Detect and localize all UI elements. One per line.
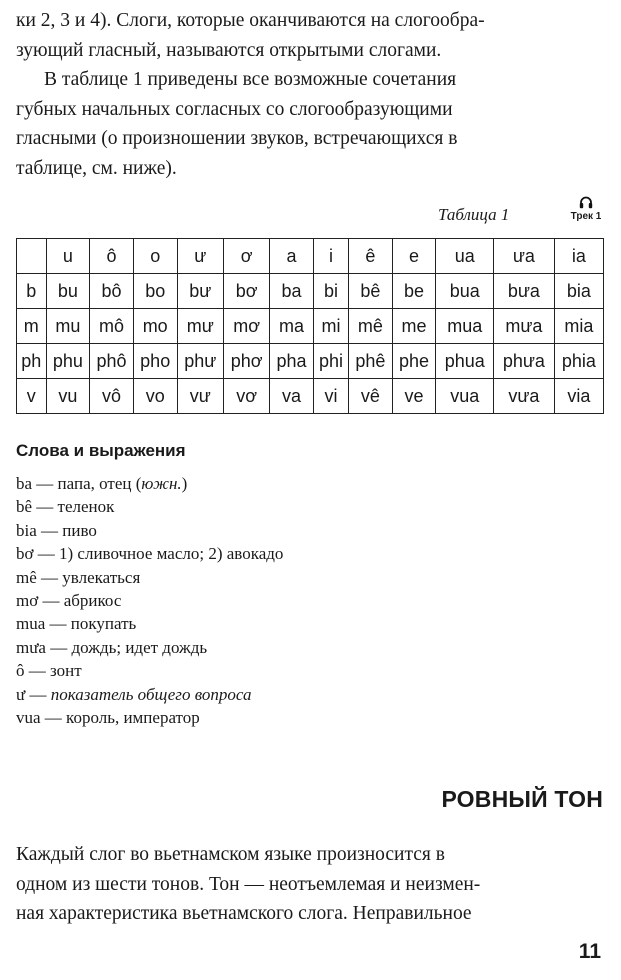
vocab-word: mê (16, 567, 37, 587)
table-cell: i (313, 239, 348, 274)
table-cell: mia (554, 309, 603, 344)
text-line: одном из шести тонов. Тон — неотъемлемая и неизмен- (16, 873, 481, 895)
table-cell: pho (133, 344, 177, 379)
table-cell: via (554, 379, 603, 414)
vocab-separator: — (33, 544, 59, 564)
vocab-meaning: абрикос (63, 591, 122, 611)
vocab-word: ư (16, 684, 26, 704)
table-cell: me (392, 309, 436, 344)
table-cell: ve (392, 379, 436, 414)
vocab-separator: — (45, 637, 72, 657)
table-cell: b (17, 274, 47, 309)
table-cell: mê (349, 309, 393, 344)
table-cell: m (17, 309, 47, 344)
vocab-note: южн. (141, 474, 182, 493)
vocab-separator: — (32, 474, 58, 493)
track-label: Трек 1 (570, 211, 602, 222)
table-cell: mu (46, 309, 90, 344)
vocab-item (16, 659, 283, 682)
vocab-meaning: пиво (62, 520, 97, 540)
table-cell: u (46, 239, 90, 274)
table-cell: phưa (494, 344, 555, 379)
vocab-separator: — (40, 708, 67, 728)
table-cell: mưa (494, 309, 555, 344)
table-cell (17, 239, 47, 274)
text-line: губных начальных согласных со слогообразующими (16, 98, 453, 120)
table-cell: o (133, 239, 177, 274)
vocab-meaning: 1) сливочное масло; 2) авокадо (59, 544, 284, 564)
vocab-meaning: увлекаться (62, 567, 141, 587)
table-cell: bu (46, 274, 90, 309)
vocab-word: bê (16, 497, 33, 517)
vocab-item (16, 542, 283, 565)
vocab-meaning: покупать (70, 614, 137, 634)
table-cell: phê (349, 344, 393, 379)
table-cell: mi (313, 309, 348, 344)
vocab-item (16, 636, 283, 659)
table-cell: vơ (224, 379, 270, 414)
table-cell: ph (17, 344, 47, 379)
table-cell: a (270, 239, 314, 274)
table-cell: ia (554, 239, 603, 274)
vocab-item (16, 683, 283, 706)
table-cell: bê (349, 274, 393, 309)
vocab-meaning: папа, отец ( (57, 474, 142, 493)
text-line: гласными (о произношении звуков, встречающихся в (16, 128, 458, 149)
table-cell: vi (313, 379, 348, 414)
vocab-item (16, 589, 283, 612)
vocab-word: mơ (16, 591, 39, 611)
table-cell: bơ (224, 274, 270, 309)
table-row (17, 309, 604, 344)
table-cell: bi (313, 274, 348, 309)
text-line: В таблице 1 приведены все возможные сочетания (44, 69, 457, 90)
text-line: зующий гласный, называются открытыми слогами. (16, 39, 442, 61)
vocab-word: ô (16, 661, 25, 681)
table-row (17, 239, 604, 274)
table-cell: phu (46, 344, 90, 379)
text-line: ная характеристика вьетнамского слога. Неправильное (16, 903, 472, 924)
text-line: Каждый слог во вьетнамском языке произносится в (16, 844, 445, 865)
table-cell: ơ (224, 239, 270, 274)
text-line: ки 2, 3 и 4). Слоги, которые оканчиваются на слогообра- (16, 10, 485, 31)
vocab-item (16, 495, 283, 518)
paragraph-intro (16, 6, 522, 65)
table-cell: mư (177, 309, 224, 344)
vocab-word: vua (16, 708, 41, 728)
vocab-separator: — (45, 614, 71, 634)
vocab-word: bia (16, 520, 37, 540)
table-cell: vua (436, 379, 494, 414)
table-cell: vưa (494, 379, 555, 414)
vocab-word: mua (16, 614, 46, 634)
table-cell: bưa (494, 274, 555, 309)
paragraph-tone (16, 840, 522, 929)
section-title: РОВНЫЙ ТОН (441, 786, 603, 812)
audio-track-marker (566, 196, 606, 222)
vocab-item (16, 612, 283, 635)
vocab-meaning: король, император (66, 708, 200, 728)
table-cell: mơ (224, 309, 270, 344)
text-line: таблице, см. ниже). (16, 157, 177, 179)
table-cell: vô (90, 379, 134, 414)
table-cell: mô (90, 309, 134, 344)
vocab-separator: — (32, 497, 58, 517)
table-cell: bô (90, 274, 134, 309)
table-cell: e (392, 239, 436, 274)
vocabulary-list (16, 472, 283, 729)
headphones-icon (566, 196, 606, 209)
table-cell: phư (177, 344, 224, 379)
table-cell: vo (133, 379, 177, 414)
words-section-title: Слова и выражения (16, 441, 186, 460)
vocab-meaning: теленок (57, 497, 115, 517)
table-cell: bư (177, 274, 224, 309)
table-cell: ưa (494, 239, 555, 274)
table-row (17, 379, 604, 414)
table-cell: phia (554, 344, 603, 379)
vocab-word: bơ (16, 544, 34, 564)
table-cell: ua (436, 239, 494, 274)
table-caption: Таблица 1 (438, 205, 510, 224)
table-cell: bo (133, 274, 177, 309)
table-cell: vu (46, 379, 90, 414)
table-cell: bia (554, 274, 603, 309)
table-cell: mo (133, 309, 177, 344)
syllable-table (16, 238, 604, 414)
table-cell: phe (392, 344, 436, 379)
page-number: 11 (578, 940, 601, 963)
vocab-note: показатель общего вопроса (50, 684, 252, 704)
table-cell: vư (177, 379, 224, 414)
table-cell: v (17, 379, 47, 414)
table-cell: phô (90, 344, 134, 379)
vocab-separator: — (38, 591, 64, 611)
vocab-meaning: дождь; идет дождь (71, 637, 208, 657)
vocab-meaning: зонт (50, 661, 82, 681)
table-row (17, 274, 604, 309)
vocab-separator: — (36, 567, 63, 587)
table-cell: mua (436, 309, 494, 344)
table-cell: va (270, 379, 314, 414)
vocab-item (16, 519, 283, 542)
table-cell: ba (270, 274, 314, 309)
vocab-separator: — (24, 661, 50, 681)
vocab-item (16, 472, 283, 495)
vocab-word: mưa (16, 637, 46, 657)
table-cell: bua (436, 274, 494, 309)
table-cell: be (392, 274, 436, 309)
vocab-note-close: ) (181, 474, 188, 493)
vocab-word: ba (16, 474, 33, 493)
table-cell: ê (349, 239, 393, 274)
vocab-separator: — (25, 684, 51, 704)
paragraph-table-intro (16, 65, 522, 183)
table-cell: ô (90, 239, 134, 274)
table-cell: pha (270, 344, 314, 379)
table-row (17, 344, 604, 379)
vocab-item (16, 706, 283, 729)
vocab-item (16, 566, 283, 589)
table-cell: ư (177, 239, 224, 274)
table-cell: phi (313, 344, 348, 379)
vocab-separator: — (36, 520, 63, 540)
table-cell: phơ (224, 344, 270, 379)
table-cell: vê (349, 379, 393, 414)
table-cell: phua (436, 344, 494, 379)
table-cell: ma (270, 309, 314, 344)
